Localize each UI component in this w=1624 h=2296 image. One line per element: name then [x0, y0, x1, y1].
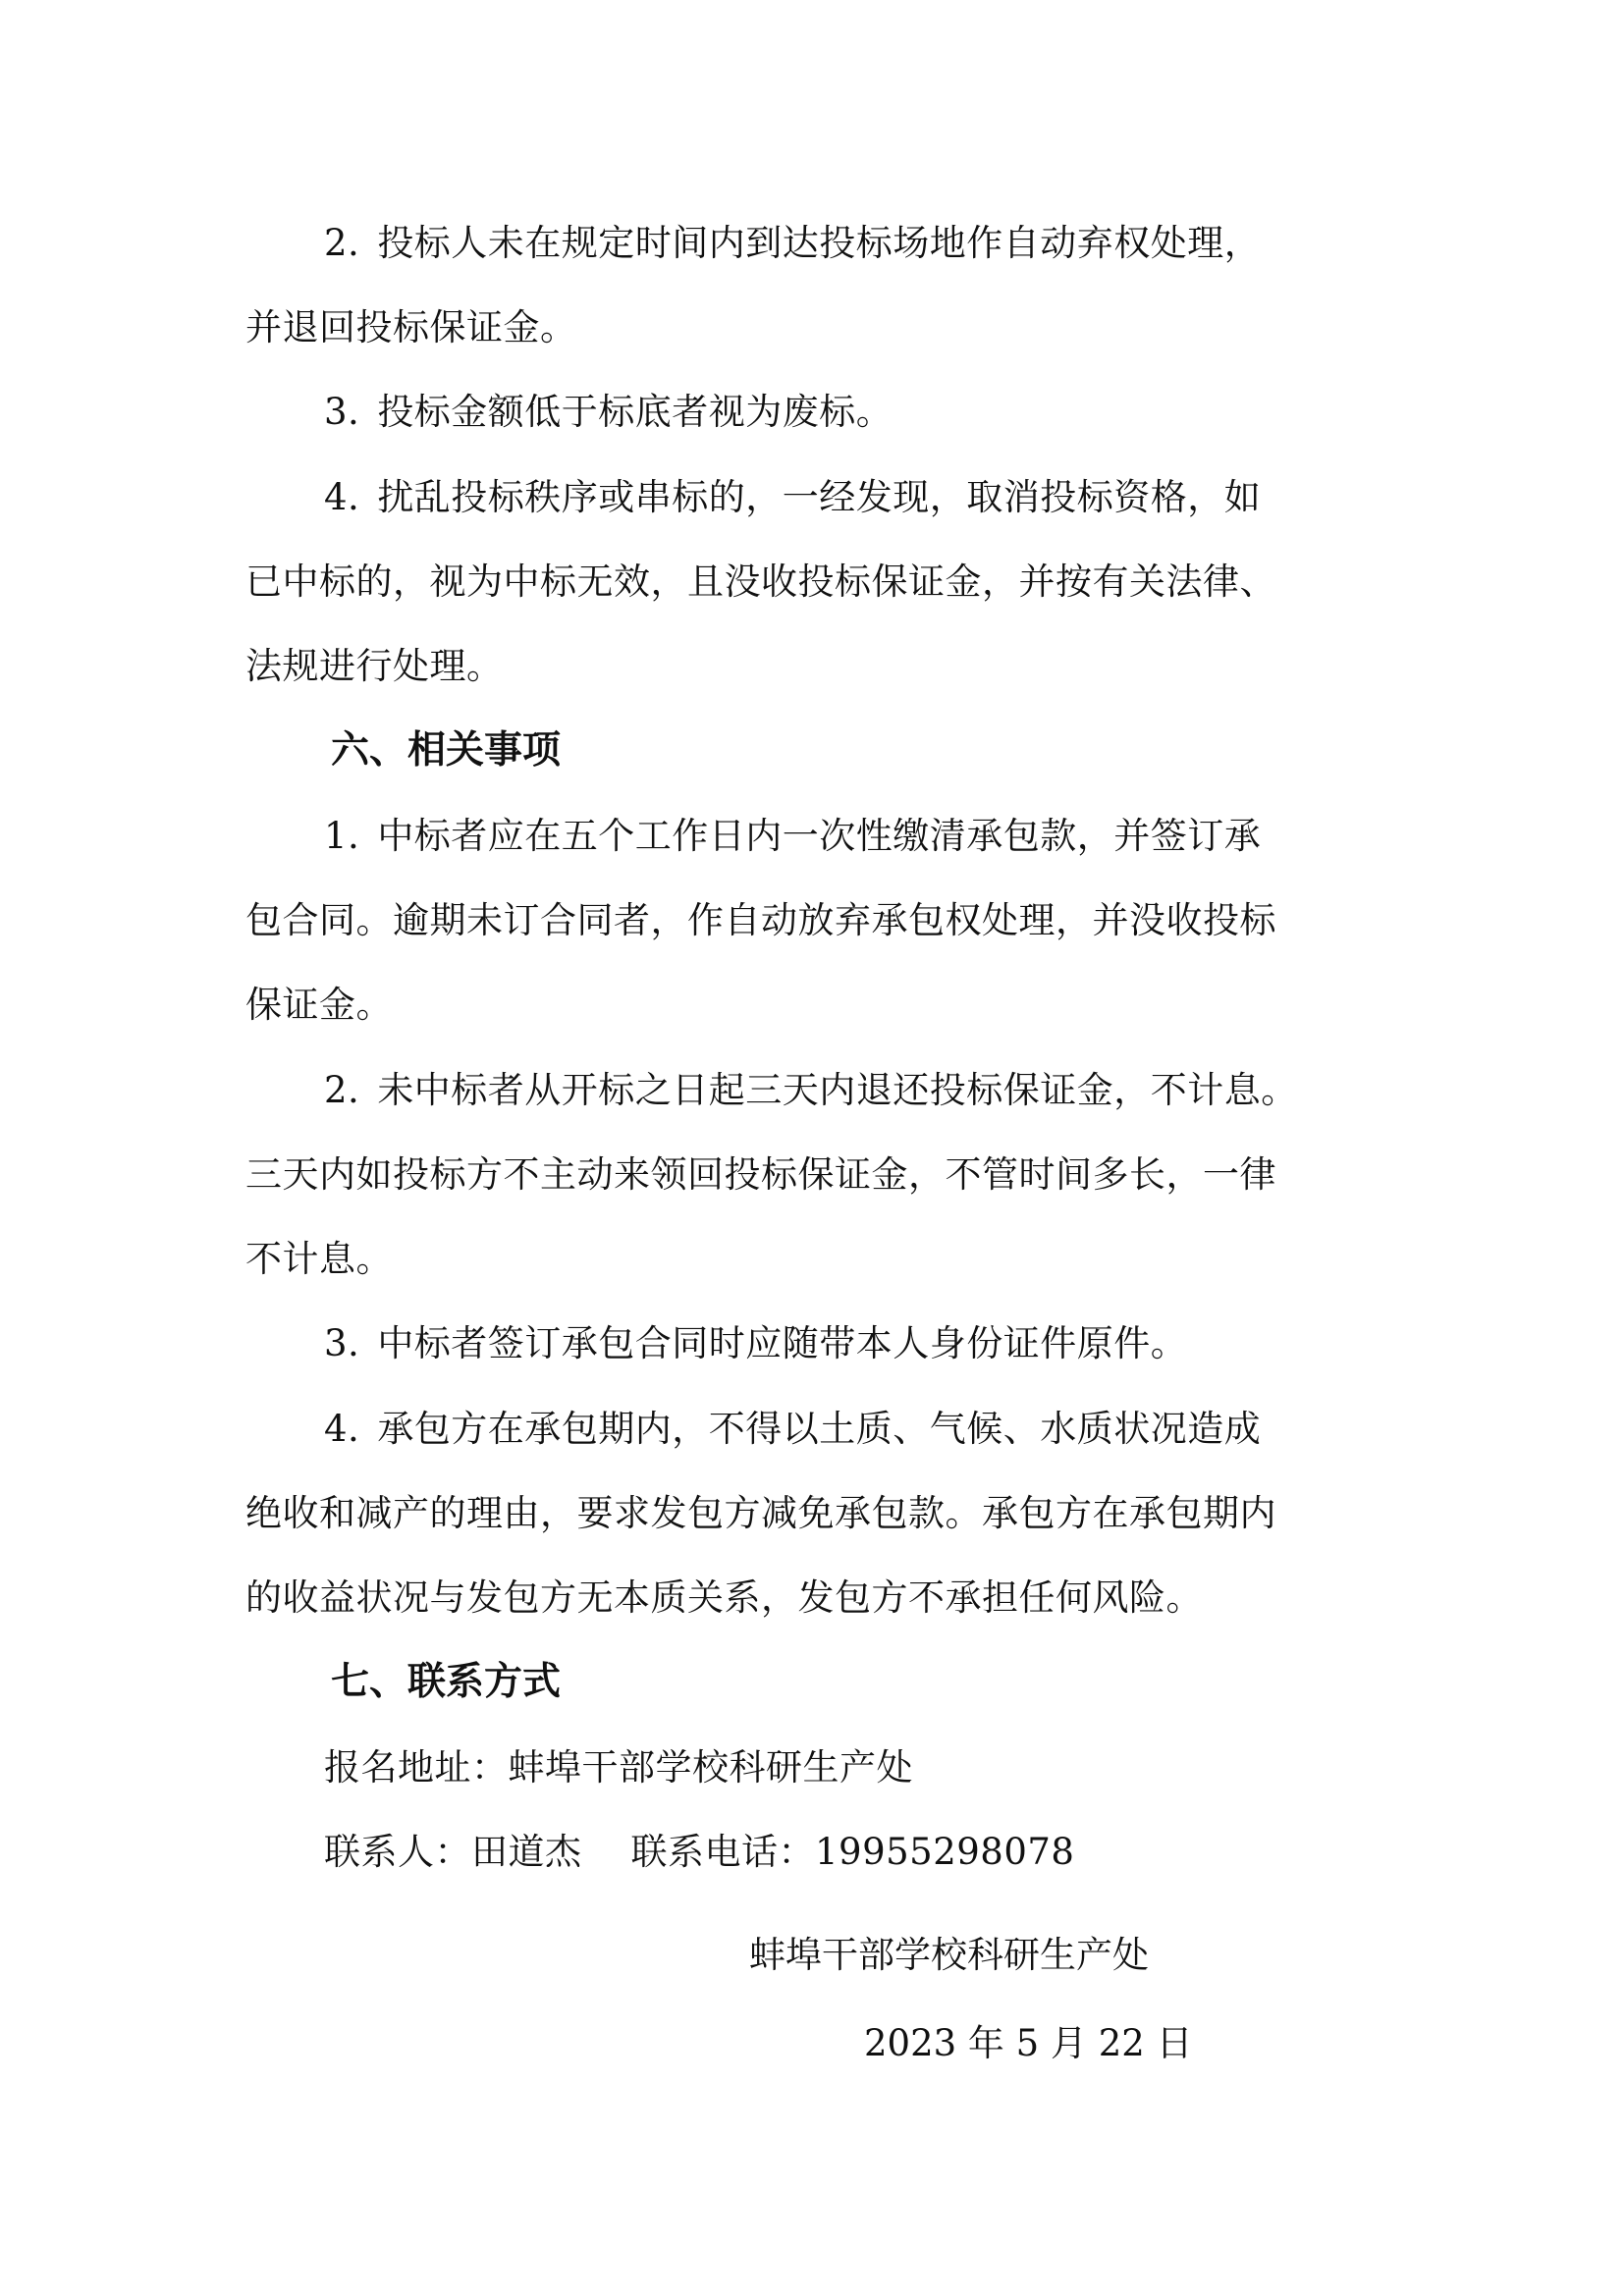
s5-item2-number: 2. [324, 222, 360, 264]
s6-item1-line2: 包合同。逾期未订合同者，作自动放弃承包权处理，并没收投标 [245, 899, 1276, 941]
s6-item2-line3: 不计息。 [245, 1238, 393, 1280]
s5-item4-line1: 4. 扰乱投标秩序或串标的，一经发现，取消投标资格，如 [324, 476, 1262, 518]
s6-item2-line2: 三天内如投标方不主动来领回投标保证金，不管时间多长，一律 [245, 1153, 1276, 1196]
s5-item3-line1: 3. 投标金额低于标底者视为废标。 [324, 391, 893, 433]
s6-item1-line3: 保证金。 [245, 984, 393, 1026]
s6-item4-line3: 的收益状况与发包方无本质关系，发包方不承担任何风险。 [245, 1576, 1203, 1619]
address-label: 报名地址： [324, 1746, 509, 1789]
s6-item2-number: 2. [324, 1069, 360, 1111]
section7-heading: 七、联系方式 [331, 1660, 562, 1704]
signature-date: 2023 年 5 月 22 日 [864, 2022, 1193, 2064]
contact-address [324, 1744, 913, 1791]
signature-org: 蚌埠干部学校科研生产处 [749, 1934, 1149, 1976]
s5-item4-line3: 法规进行处理。 [245, 645, 504, 687]
section6-heading: 六、相关事项 [331, 728, 562, 773]
s5-item4-number: 4. [324, 476, 360, 518]
s5-item2-line2: 并退回投标保证金。 [245, 306, 577, 348]
s6-item1-line1: 1. 中标者应在五个工作日内一次性缴清承包款，并签订承 [324, 815, 1262, 857]
s6-item2-line1: 2. 未中标者从开标之日起三天内退还投标保证金，不计息。 [324, 1069, 1298, 1111]
phone-value: 19955298078 [815, 1831, 1075, 1873]
s5-item4-line2: 已中标的，视为中标无效，且没收投标保证金，并按有关法律、 [245, 561, 1276, 603]
s6-item3-number: 3. [324, 1322, 360, 1364]
phone-label: 联系电话： [630, 1831, 815, 1873]
contact-label: 联系人： [324, 1831, 471, 1873]
contact-value: 田道杰 [471, 1831, 582, 1873]
s5-item3-number: 3. [324, 391, 360, 433]
s6-item4-number: 4. [324, 1408, 360, 1450]
s5-item2-line1: 2. 投标人未在规定时间内到达投标场地作自动弃权处理， [324, 222, 1262, 264]
s6-item3-line1: 3. 中标者签订承包合同时应随带本人身份证件原件。 [324, 1322, 1188, 1364]
s6-item1-number: 1. [324, 815, 360, 857]
contact-person-phone [324, 1829, 1074, 1876]
address-value: 蚌埠干部学校科研生产处 [508, 1746, 913, 1789]
s6-item4-line2: 绝收和减产的理由，要求发包方减免承包款。承包方在承包期内 [245, 1492, 1276, 1534]
s6-item4-line1: 4. 承包方在承包期内，不得以土质、气候、水质状况造成 [324, 1408, 1262, 1450]
